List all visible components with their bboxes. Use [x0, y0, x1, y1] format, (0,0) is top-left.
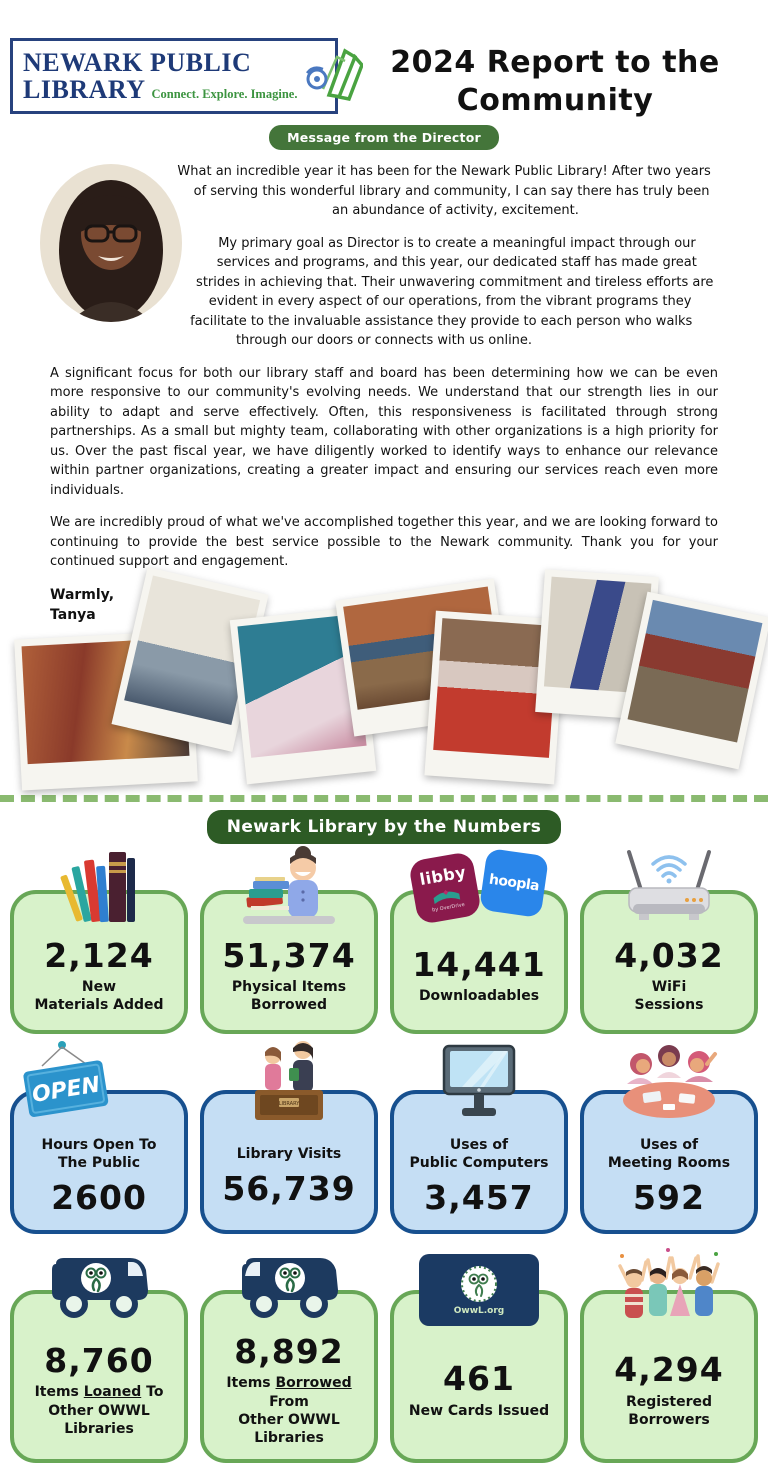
stat-label: Hours Open To The Public — [41, 1136, 157, 1171]
books-icon — [10, 846, 188, 926]
stat-public-computers — [390, 1046, 568, 1234]
stat-label: WiFi Sessions — [634, 979, 704, 1014]
stat-library-visits — [200, 1046, 378, 1234]
meeting-people-icon — [580, 1046, 758, 1126]
stat-label: Items Borrowed From Other OWWL Libraries — [226, 1375, 352, 1446]
stat-value: 2600 — [51, 1178, 147, 1218]
stat-items-loaned — [10, 1246, 188, 1463]
owwl-org-label: OwwL.org — [453, 1306, 505, 1317]
stat-value: 51,374 — [222, 935, 356, 975]
logo-tagline: Connect. Explore. Imagine. — [151, 87, 298, 101]
stat-label: New Cards Issued — [408, 1402, 550, 1419]
paragraph: My primary goal as Director is to create a meaningful impact through our services and programs, and this year, our dedicated staff has made great strides in achieving that. Their unwavering commitment and tireless efforts are evident in every aspect of our operations, from the vibrant programs they facilitate to the invaluable assistance they provide to each person who walks through our doors or connects with us online. — [190, 235, 714, 348]
director-message — [0, 150, 768, 625]
stat-value: 56,739 — [222, 1169, 356, 1209]
paragraph: What an incredible year it has been for the Newark Public Library! After two years of serving this wonderful library and community, I can say there has truly been an abundance of activity, excitement. — [177, 164, 711, 218]
stat-new-cards — [390, 1246, 568, 1463]
logo-name-line1: NEWARK PUBLIC — [23, 47, 252, 77]
stat-registered-borrowers — [580, 1246, 758, 1463]
logo-name-line2: LIBRARY — [23, 75, 146, 104]
stat-new-materials — [10, 846, 188, 1034]
hoopla-app-icon: hoopla — [479, 848, 549, 918]
stat-label: Library Visits — [236, 1145, 342, 1162]
director-portrait — [40, 164, 182, 322]
stat-value: 4,294 — [614, 1350, 724, 1390]
stat-meeting-rooms — [580, 1046, 758, 1234]
library-logo — [10, 38, 338, 114]
stat-downloadables — [390, 846, 568, 1034]
stat-label: Items Loaned To Other OWWL Libraries — [34, 1384, 164, 1437]
computer-icon — [390, 1046, 568, 1126]
page-title: 2024 Report to the Community — [390, 45, 720, 118]
svg-text:LIBRARY: LIBRARY — [278, 1101, 300, 1108]
stat-value: 2,124 — [44, 935, 154, 975]
photo-collage — [0, 573, 768, 785]
delivery-van-icon — [200, 1246, 378, 1326]
stat-value: 14,441 — [412, 944, 546, 984]
librarian-desk-icon — [200, 1046, 378, 1126]
delivery-van-icon — [10, 1246, 188, 1326]
reading-person-icon — [200, 846, 378, 926]
header — [0, 0, 768, 119]
director-badge: Message from the Director — [269, 125, 499, 150]
numbers-badge: Newark Library by the Numbers — [207, 810, 561, 844]
stat-value: 8,760 — [44, 1341, 154, 1381]
stat-physical-items — [200, 846, 378, 1034]
celebrating-people-icon — [580, 1246, 758, 1326]
stat-hours-open — [10, 1046, 188, 1234]
stat-label: New Materials Added — [34, 979, 164, 1014]
stat-label: Downloadables — [418, 988, 540, 1005]
stat-wifi-sessions — [580, 846, 758, 1034]
stat-items-borrowed — [200, 1246, 378, 1463]
section-divider — [0, 795, 768, 802]
open-sign-text: OPEN — [30, 1072, 102, 1108]
stat-value: 8,892 — [234, 1332, 344, 1372]
wifi-router-icon — [580, 846, 758, 926]
stat-value: 461 — [443, 1359, 515, 1399]
stat-value: 592 — [633, 1178, 705, 1218]
paragraph: We are incredibly proud of what we've accomplished together this year, and we are looking forward to continuing to provide the best service possible to the Newark community. Thank you for your continued support and engagement. — [50, 515, 718, 569]
stat-label: Uses of Public Computers — [409, 1136, 549, 1171]
stat-label: Uses of Meeting Rooms — [607, 1136, 731, 1171]
stat-value: 3,457 — [424, 1178, 534, 1218]
open-sign-icon — [10, 1046, 188, 1126]
stat-label: Registered Borrowers — [625, 1393, 713, 1428]
libby-app-icon: libby by OverDrive — [408, 851, 482, 925]
signoff: Warmly, Tanya — [50, 586, 115, 623]
stats-grid — [0, 846, 768, 1463]
stat-value: 4,032 — [614, 935, 724, 975]
paragraph: A significant focus for both our library staff and board has been determining how we can be even more responsive to our community's evolving needs. We understand that our strength lies in our ability to adapt and serve effectively. Often, this responsiveness is facilitated through strong partnerships. As a small but mighty team, collaborating with other organizations is a high priority for us. Over the past fiscal year, we have diligently worked to identify ways to enhance our relevance within partner organizations, creating a greater impact and ensuring our services reach even more individuals. — [50, 365, 718, 498]
stat-label: Physical Items Borrowed — [231, 979, 347, 1014]
